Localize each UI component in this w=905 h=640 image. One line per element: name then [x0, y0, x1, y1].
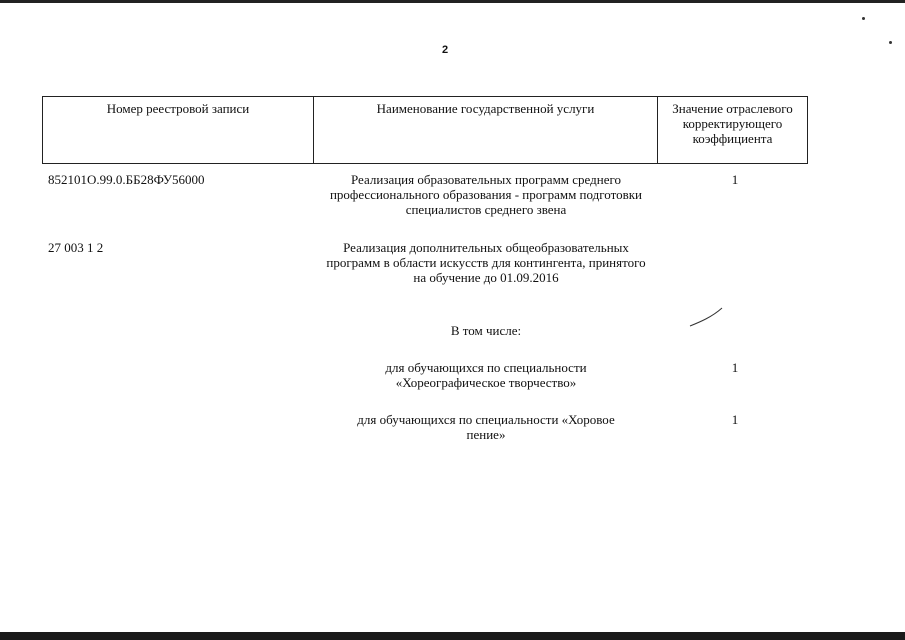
row-1-code: 852101О.99.0.ББ28ФУ56000 — [48, 172, 205, 187]
subrow-1-value: 1 — [731, 360, 739, 375]
subrow-2-value: 1 — [731, 412, 739, 427]
page-number: 2 — [441, 44, 449, 56]
scan-dot — [889, 41, 892, 44]
scan-bottom-edge — [0, 632, 905, 640]
row-2-name: Реализация дополнительных общеобразовательных программ в области искусств для контингента, принятого на обучение до 01.09.2016 — [326, 240, 646, 285]
header-record-number: Номер реестровой записи — [43, 97, 314, 163]
table-header — [42, 96, 808, 164]
subrow-1-name: для обучающихся по специальности «Хореографическое творчество» — [385, 360, 587, 390]
scan-dot — [862, 17, 865, 20]
row-2-code: 27 003 1 2 — [48, 240, 104, 255]
scan-top-edge — [0, 0, 905, 3]
including-label: В том числе: — [450, 323, 522, 338]
header-coefficient: Значение отраслевого корректирующего коэффициента — [672, 101, 793, 146]
row-1-name: Реализация образовательных программ среднего профессионального образования - программ подготовки специалистов среднего звена — [329, 172, 643, 217]
subrow-2-name: для обучающихся по специальности «Хоровое пение» — [357, 412, 615, 442]
pen-mark-icon — [688, 306, 724, 328]
row-1-value: 1 — [731, 172, 739, 187]
header-service-name: Наименование государственной услуги — [314, 97, 658, 163]
